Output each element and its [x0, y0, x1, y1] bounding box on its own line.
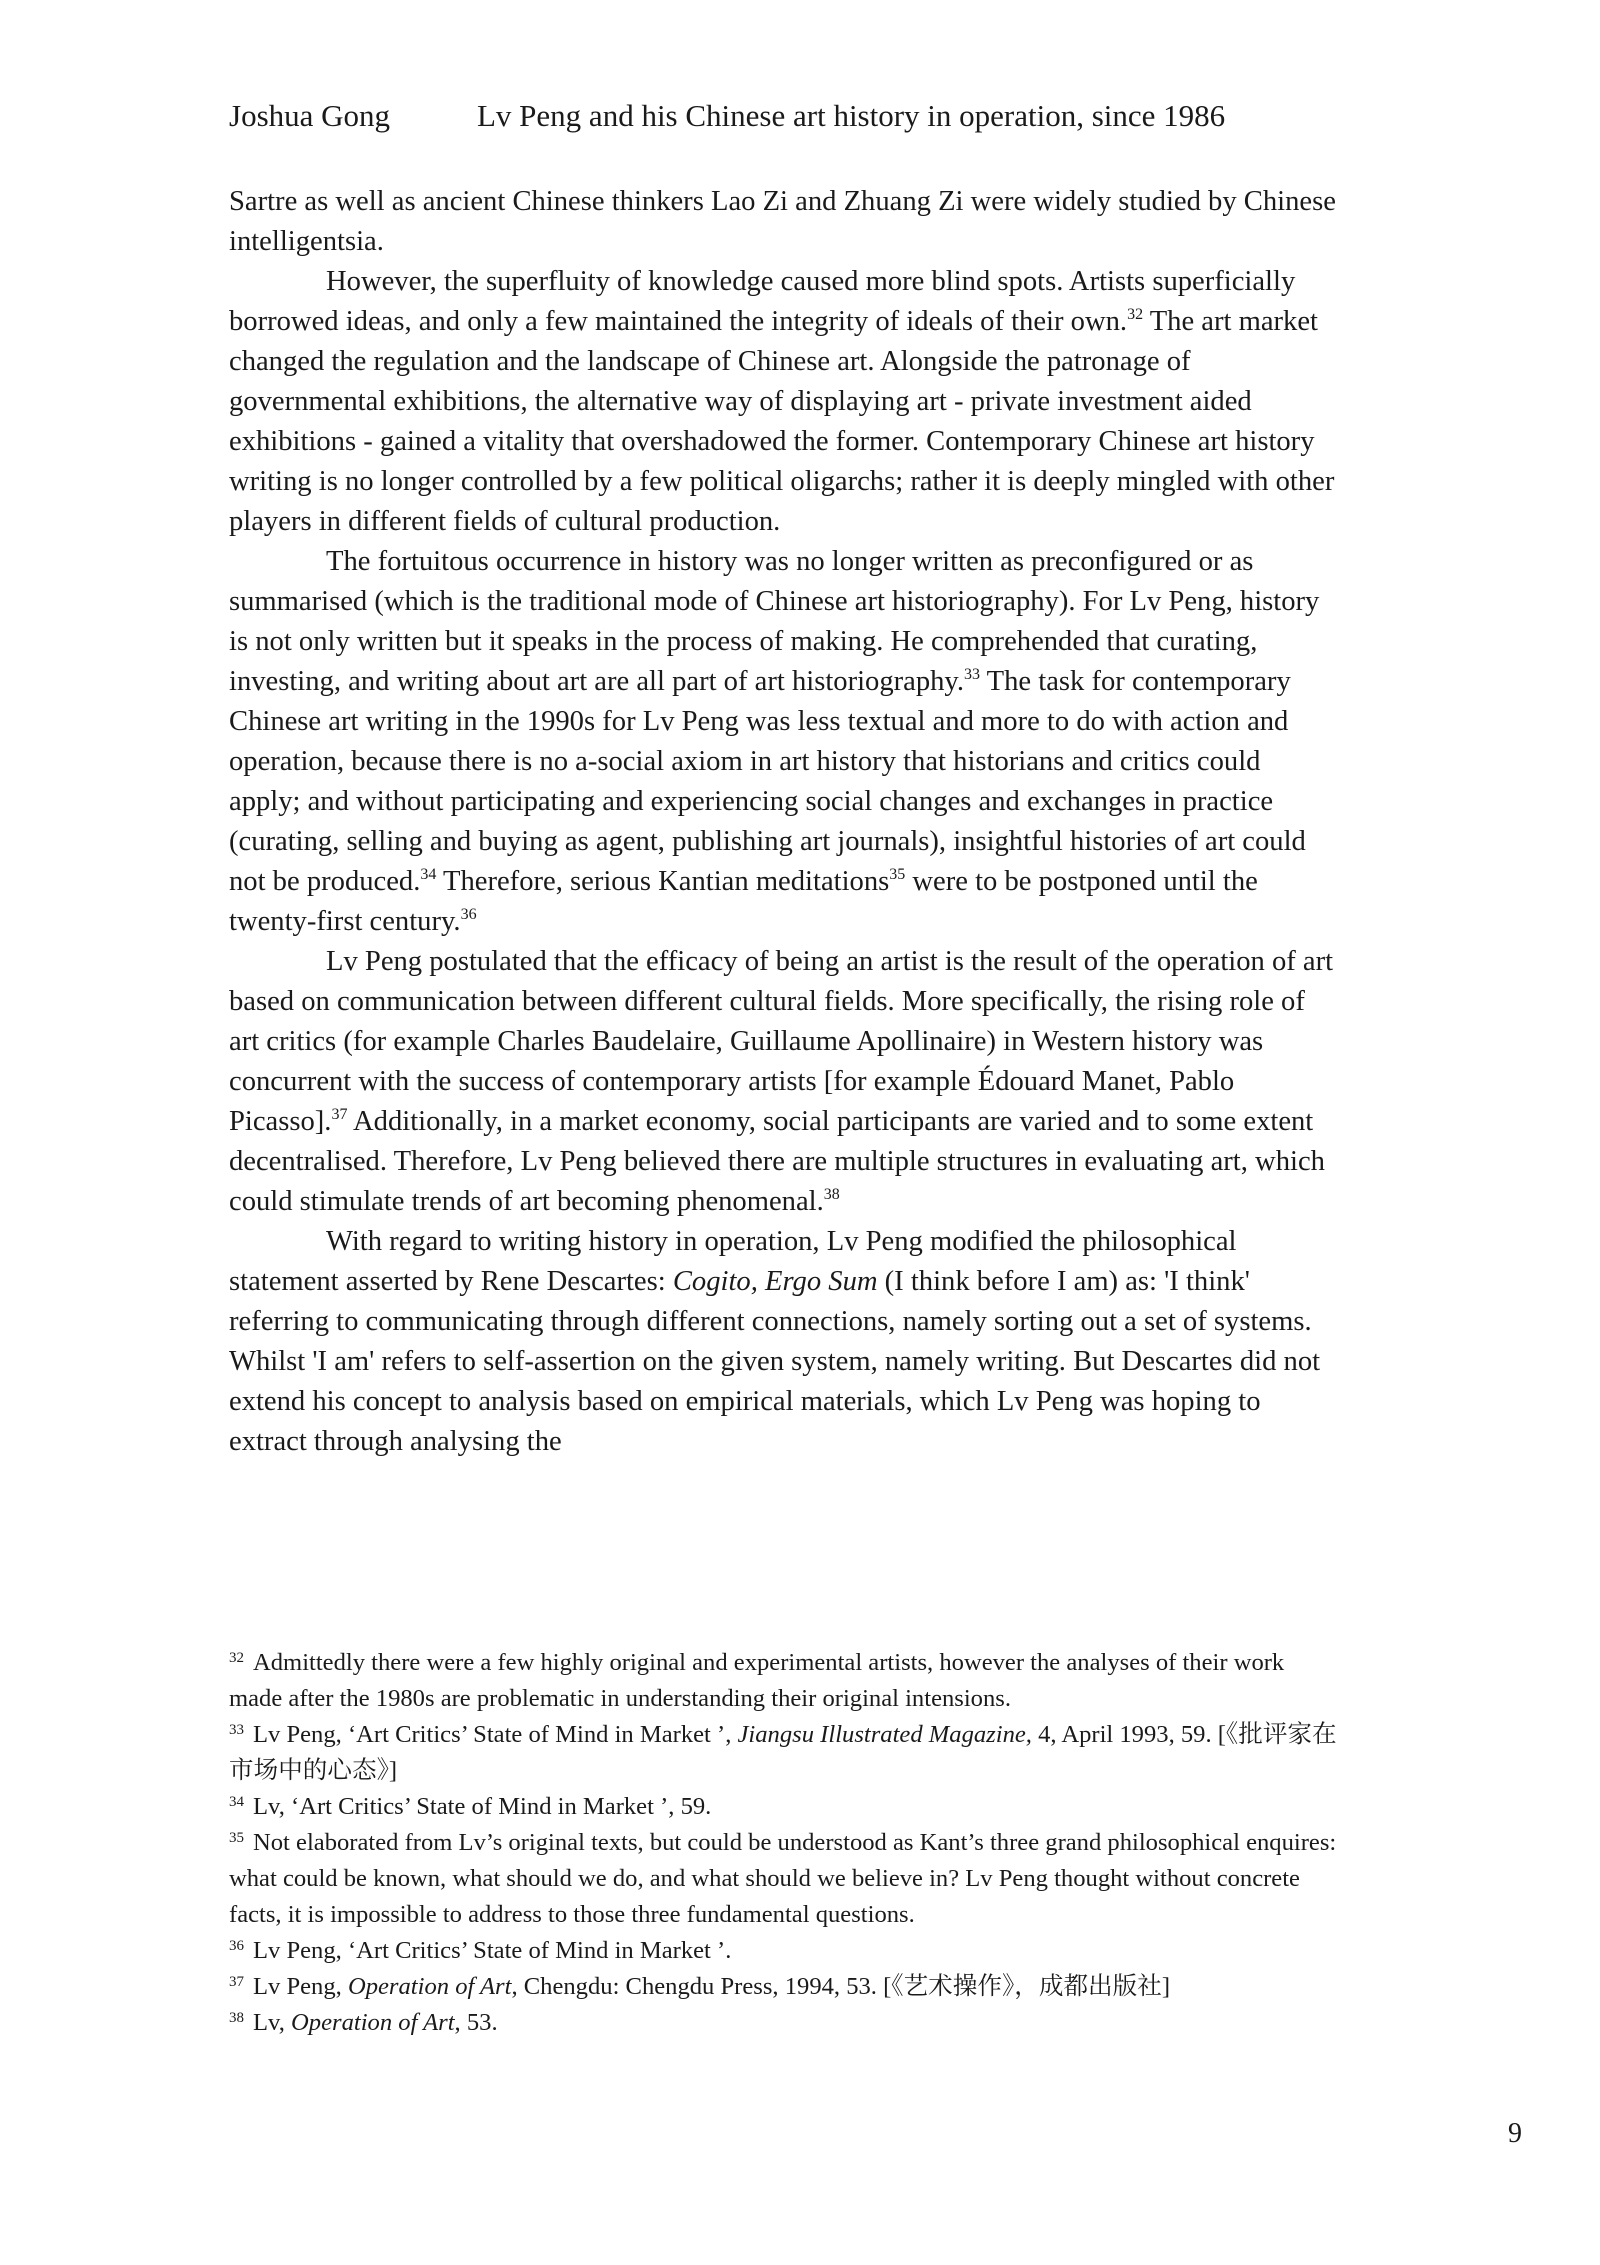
footnote-ref-33[interactable]: 33	[964, 666, 981, 683]
paragraph-5: With regard to writing history in operation, Lv Peng modified the philosophical statement asserted by Rene Descartes: Cogito, Ergo Sum (I think before I am) as: 'I think' referring to communicating through different connections, namely sorting out a set of systems. Whilst 'I am' refers to self-assertion on the given system, namely writing. But Descartes did not extend his concept to analysis based on empirical materials, which Lv Peng was hoping to extract through analysing the	[229, 1226, 1321, 1457]
paragraph-1: Sartre as well as ancient Chinese thinkers Lao Zi and Zhuang Zi were widely studied by Chinese intelligentsia.	[229, 186, 1336, 257]
footnote-ref-34[interactable]: 34	[420, 866, 437, 883]
footnotes	[229, 1645, 1339, 2041]
running-header	[229, 98, 1330, 142]
footnote-ref-35[interactable]: 35	[889, 866, 906, 883]
footnote-ref-32[interactable]: 32	[1127, 306, 1144, 323]
footnote-ref-38[interactable]: 38	[823, 1186, 840, 1203]
footnote-32: $^{32}$ Admittedly there were a few highly original and experimental artists, however the analyses of their work made after the 1980s are problematic in understanding their original intensions.	[229, 1649, 1285, 1712]
footnote-ref-36[interactable]: 36	[460, 906, 477, 923]
footnote-37: $^{37}$ Lv Peng, Operation of Art, Chengdu: Chengdu Press, 1994, 53. [《艺术操作》，成都出版社]	[229, 1973, 1171, 2000]
paragraph-4: Lv Peng postulated that the efficacy of being an artist is the result of the operation of art based on communication between different cultural fields. More specifically, the rising role of art critics (for example Charles Baudelaire, Guillaume Apollinaire) in Western history was concurrent with the success of contemporary artists [for example Édouard Manet, Pablo Picasso].$^{37}$ Additionally, in a market economy, social participants are varied and to some extent decentralised. Therefore, Lv Peng believed there are multiple structures in evaluating art, which could stimulate trends of art becoming phenomenal.$^{38}$	[229, 946, 1334, 1217]
footnote-33: $^{33}$ Lv Peng, ‘Art Critics’ State of Mind in Market ’, Jiangsu Illustrated Magazine, 4, April 1993, 59. [《批评家在市场中的心态》]	[229, 1721, 1337, 1784]
footnote-ref-37[interactable]: 37	[331, 1106, 348, 1123]
header-author: Joshua Gong	[229, 98, 391, 133]
header-title: Lv Peng and his Chinese art history in operation, since 1986	[477, 98, 1226, 133]
footnote-34: $^{34}$ Lv, ‘Art Critics’ State of Mind in Market ’, 59.	[229, 1793, 712, 1820]
footnote-36: $^{36}$ Lv Peng, ‘Art Critics’ State of Mind in Market ’.	[229, 1937, 732, 1964]
footnote-35: $^{35}$ Not elaborated from Lv’s original texts, but could be understood as Kant’s three grand philosophical enquires: what could be known, what should we do, and what should we believe in? Lv Peng thought without concrete facts, it is impossible to address to those three fundamental questions.	[229, 1829, 1337, 1928]
paragraph-3: The fortuitous occurrence in history was no longer written as preconfigured or as summarised (which is the traditional mode of Chinese art historiography). For Lv Peng, history is not only written but it speaks in the process of making. He comprehended that curating, investing, and writing about art are all part of art historiography.$^{33}$ The task for contemporary Chinese art writing in the 1990s for Lv Peng was less textual and more to do with action and operation, because there is no a-social axiom in art history that historians and critics could apply; and without participating and experiencing social changes and exchanges in practice (curating, selling and buying as agent, publishing art journals), insightful histories of art could not be produced.$^{34}$ Therefore, serious Kantian meditations$^{35}$ were to be postponed until the twenty-first century.$^{36}$	[229, 546, 1320, 937]
paragraph-2: However, the superfluity of knowledge caused more blind spots. Artists superficially borrowed ideas, and only a few maintained the integrity of ideals of their own.$^{32}$ The art market changed the regulation and the landscape of Chinese art. Alongside the patronage of governmental exhibitions, the alternative way of displaying art - private investment aided exhibitions - gained a vitality that overshadowed the former. Contemporary Chinese art history writing is no longer controlled by a few political oligarchs; rather it is deeply mingled with other players in different fields of cultural production.	[229, 266, 1335, 537]
footnote-38: $^{38}$ Lv, Operation of Art, 53.	[229, 2009, 498, 2036]
page-number: 9	[1508, 2118, 1522, 2149]
main-text	[229, 182, 1336, 1462]
